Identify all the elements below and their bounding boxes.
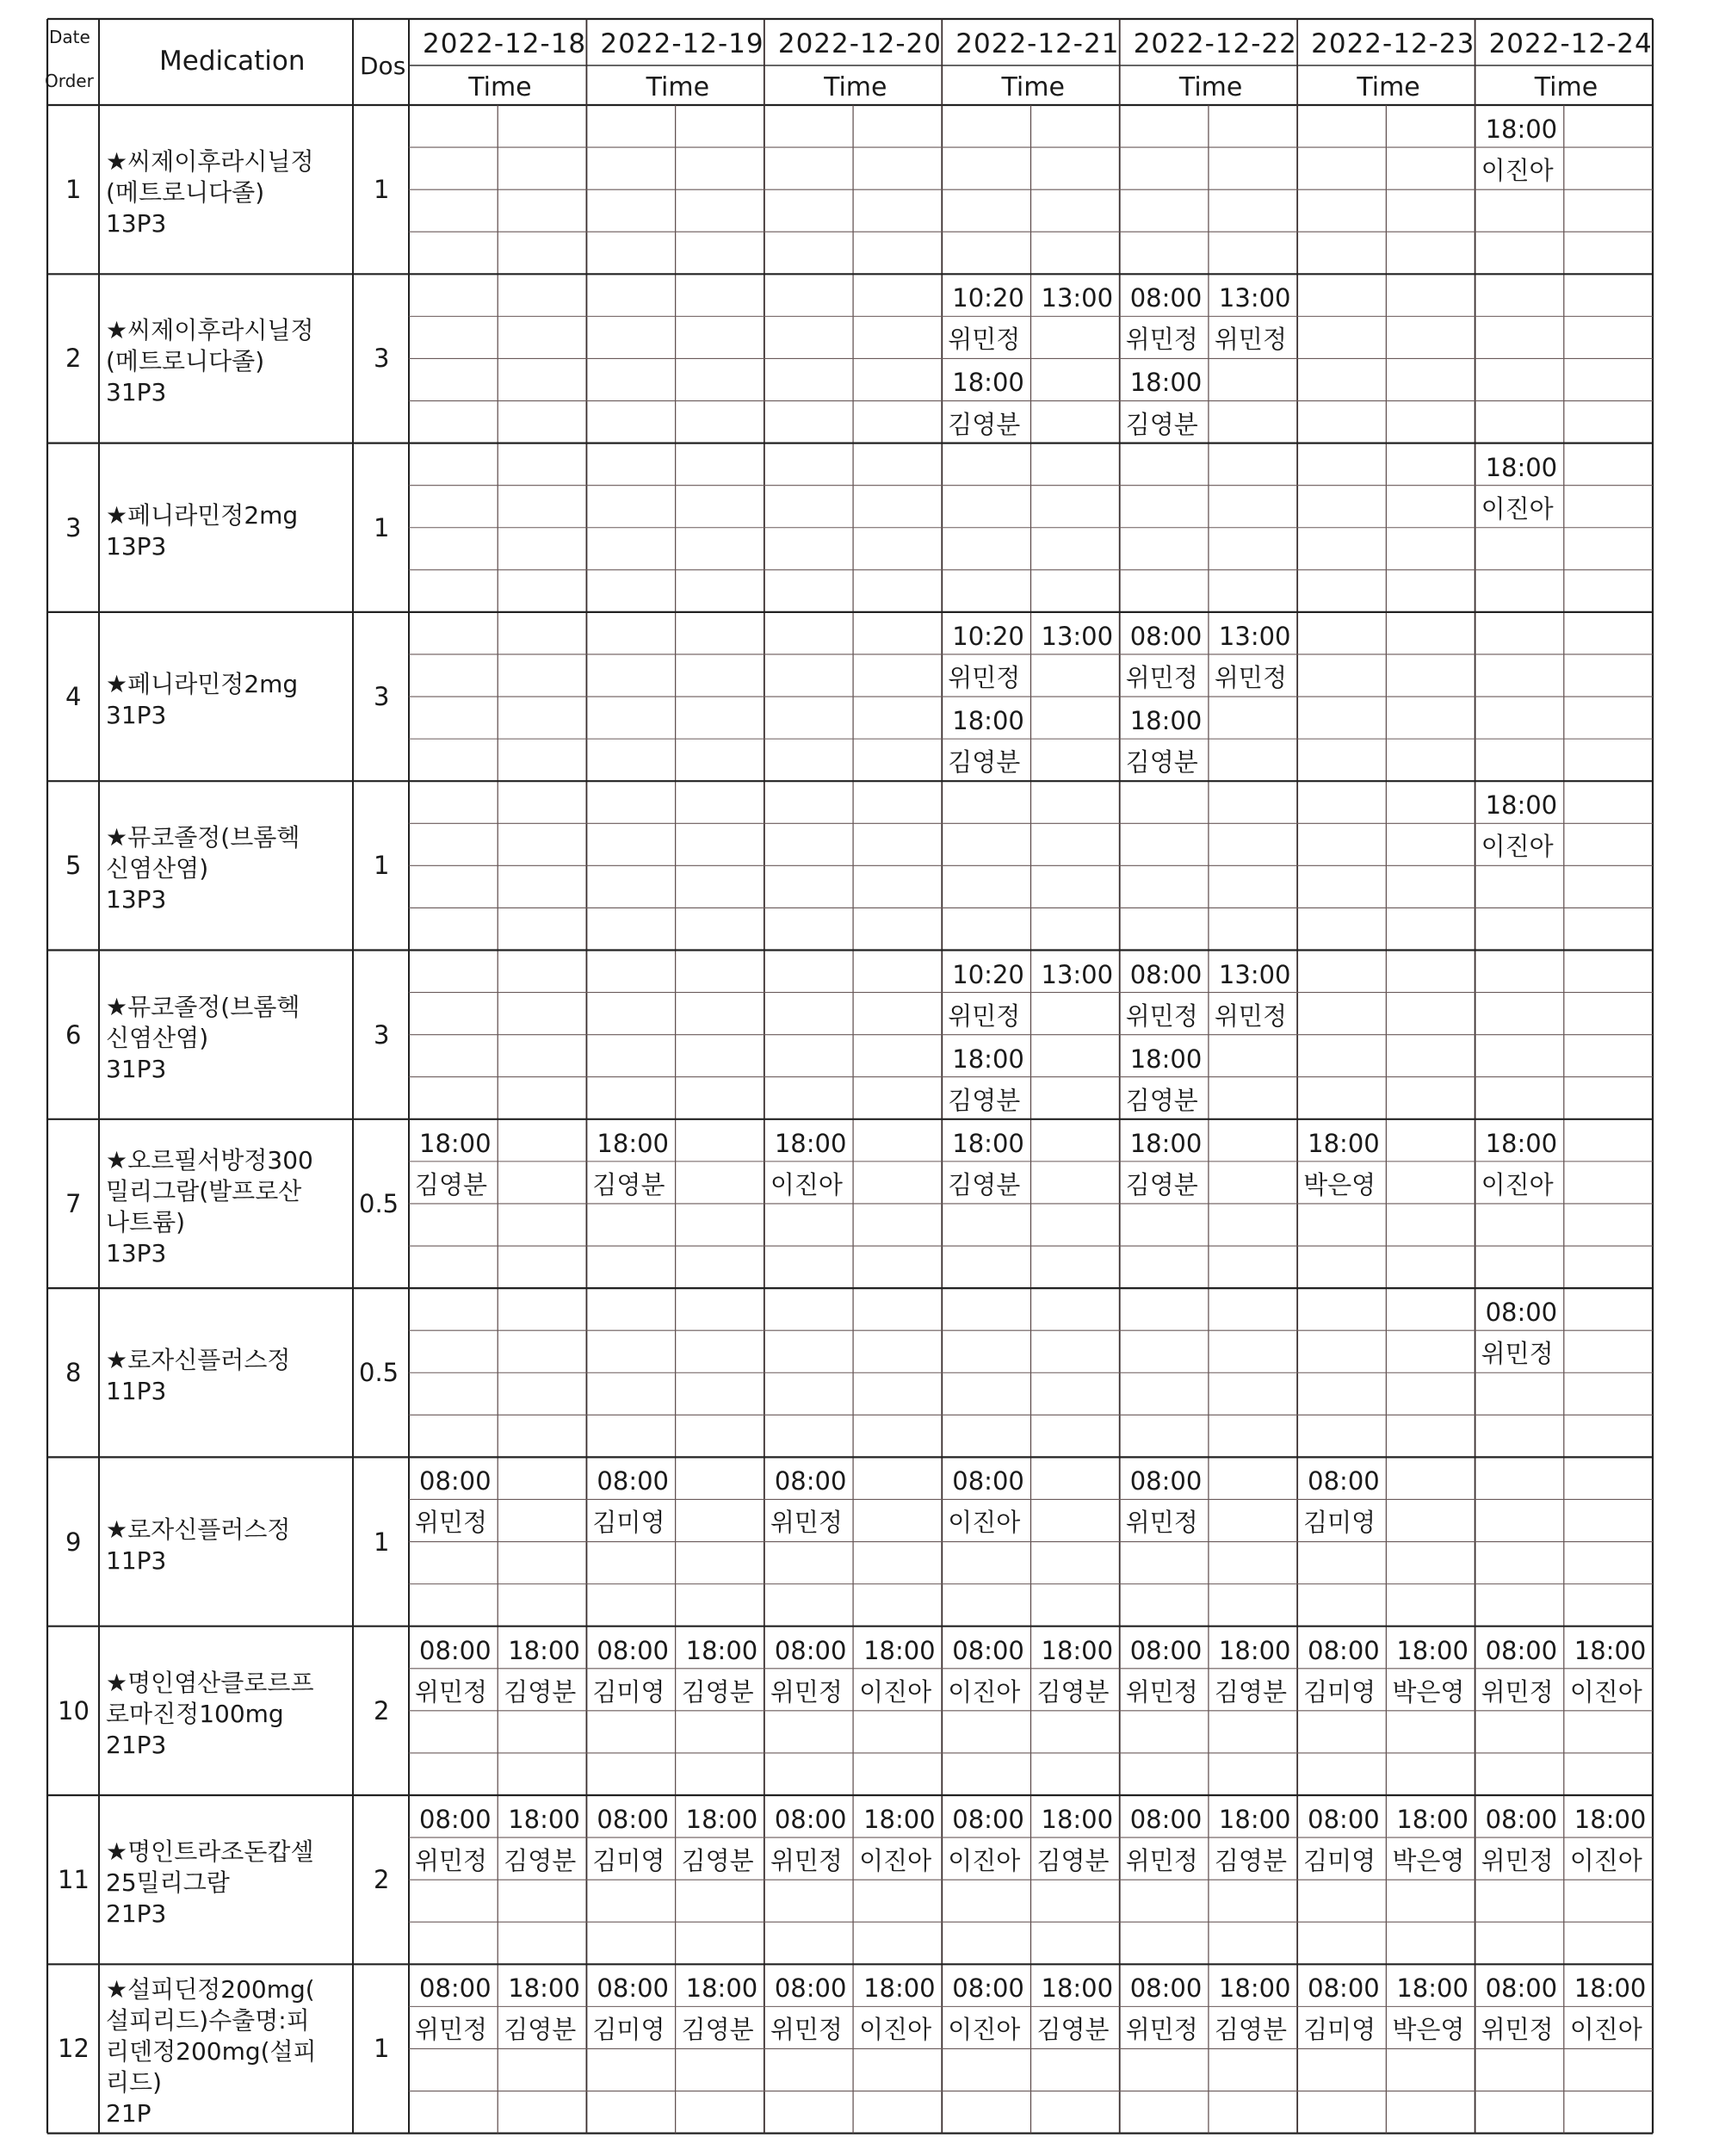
nurse-initials: 김영분 [1214,1846,1287,1876]
medication-name-line: 25밀리그람 [106,1868,230,1898]
administration-time: 13:00 [1218,283,1291,313]
nurse-initials: 김영분 [948,1085,1021,1115]
administration-time: 08:00 [1129,283,1203,313]
nurse-initials: 이진아 [1481,1169,1554,1199]
nurse-initials: 김영분 [681,2015,754,2045]
medication-name-line: (메트로니다졸) [106,178,265,208]
nurse-initials: 김영분 [1214,2015,1287,2045]
row-order-number: 5 [65,851,82,881]
nurse-initials: 김영분 [504,1676,577,1707]
medication-name-line: 13P3 [106,209,167,239]
administration-time: 18:00 [1129,706,1203,736]
administration-time: 08:00 [597,1973,669,2004]
medication-name-line: 13P3 [106,885,167,914]
medication-name-line: ★로자신플러스정 [106,1515,291,1544]
administration-time: 18:00 [685,1973,758,2004]
row-order-number: 11 [58,1865,90,1895]
row-order-number: 2 [65,344,82,374]
nurse-initials: 김영분 [1036,1676,1110,1707]
administration-time: 18:00 [952,368,1024,398]
nurse-initials: 김영분 [681,1846,754,1876]
administration-time: 18:00 [1396,1805,1469,1834]
nurse-initials: 박은영 [1392,2015,1465,2045]
administration-time: 18:00 [508,1635,580,1665]
nurse-initials: 김미영 [1303,2015,1376,2045]
administration-time: 08:00 [419,1973,492,2004]
medication-name-line: 21P [106,2099,151,2128]
administration-time: 18:00 [1041,1635,1114,1665]
nurse-initials: 위민정 [1214,662,1287,692]
administration-time: 13:00 [1041,621,1114,651]
administration-time: 18:00 [952,1128,1024,1158]
nurse-initials: 이진아 [1569,1846,1642,1876]
administration-time: 13:00 [1041,959,1114,989]
time-subheader: Time [1534,72,1598,102]
administration-time: 13:00 [1041,283,1114,313]
row-order-number: 3 [65,512,82,542]
row-order-number: 10 [58,1695,90,1725]
nurse-initials: 김미영 [592,1508,665,1538]
date-header: 2022-12-19 [600,28,764,59]
administration-time: 18:00 [508,1973,580,2004]
nurse-initials: 위민정 [770,2015,843,2045]
medication-name-line: ★오르필서방정300 [106,1145,313,1174]
administration-time: 08:00 [952,1805,1024,1834]
nurse-initials: 위민정 [948,662,1021,692]
nurse-initials: 위민정 [1214,1001,1287,1031]
time-subheader: Time [824,72,887,102]
administration-time: 08:00 [1129,959,1203,989]
nurse-initials: 김영분 [948,1169,1021,1199]
nurse-initials: 김미영 [1303,1846,1376,1876]
administration-time: 18:00 [685,1805,758,1834]
administration-time: 08:00 [1129,1466,1203,1496]
date-header: 2022-12-22 [1133,28,1297,59]
nurse-initials: 김영분 [592,1169,665,1199]
nurse-initials: 박은영 [1392,1846,1465,1876]
nurse-initials: 위민정 [1125,1676,1198,1707]
nurse-initials: 위민정 [770,1508,843,1538]
row-dose: 0.5 [359,1188,399,1218]
nurse-initials: 김영분 [1036,1846,1110,1876]
medication-name-line: ★뮤코졸정(브롬헥 [106,992,300,1021]
nurse-initials: 위민정 [1481,2015,1554,2045]
administration-time: 10:20 [952,621,1024,651]
nurse-initials: 김미영 [592,2015,665,2045]
date-header: 2022-12-21 [955,28,1120,59]
nurse-initials: 김영분 [1125,747,1198,778]
medication-name-line: 31P3 [106,1054,167,1083]
dose-column-header: Dos [360,52,406,80]
medication-name-line: ★페니라민정2mg [106,500,299,530]
nurse-initials: 김영분 [1125,409,1198,439]
row-order-number: 6 [65,1019,82,1050]
row-dose: 3 [374,682,390,712]
nurse-initials: 위민정 [1125,2015,1198,2045]
medication-name-line: 21P3 [106,1730,167,1759]
administration-time: 10:20 [952,283,1024,313]
nurse-initials: 이진아 [1481,156,1554,186]
administration-time: 18:00 [1485,115,1558,144]
administration-time: 10:20 [952,959,1024,989]
time-subheader: Time [1357,72,1420,102]
nurse-initials: 김영분 [681,1676,754,1707]
administration-time: 08:00 [774,1973,847,2004]
date-header: 2022-12-24 [1488,28,1653,59]
medication-name-line: 설피리드)수출명:피 [106,2006,310,2035]
administration-time: 18:00 [1574,1973,1647,2004]
administration-time: 08:00 [1129,621,1203,651]
nurse-initials: 위민정 [1481,1339,1554,1369]
nurse-initials: 위민정 [1125,325,1198,355]
administration-time: 08:00 [1129,1635,1203,1665]
nurse-initials: 이진아 [859,1846,932,1876]
row-order-number: 4 [65,682,82,712]
row-dose: 2 [374,1865,390,1895]
medication-name-line: ★명인트라조돈캅셀 [106,1837,314,1867]
administration-time: 18:00 [419,1128,492,1158]
nurse-initials: 이진아 [948,1676,1021,1707]
date-corner-label: Date [49,27,90,47]
nurse-initials: 김영분 [1125,1169,1198,1199]
administration-time: 08:00 [1308,1466,1380,1496]
administration-time: 18:00 [1396,1973,1469,2004]
medication-name-line: ★씨제이후라시닐정 [106,316,314,345]
administration-time: 18:00 [1041,1973,1114,2004]
nurse-initials: 이진아 [1481,832,1554,862]
nurse-initials: 김미영 [1303,1508,1376,1538]
row-order-number: 12 [58,2034,90,2064]
time-subheader: Time [1178,72,1243,102]
nurse-initials: 김영분 [948,409,1021,439]
administration-time: 08:00 [1485,1298,1558,1328]
nurse-initials: 이진아 [859,1676,932,1707]
medication-column-header: Medication [159,46,306,77]
row-dose: 3 [374,1019,390,1050]
administration-time: 08:00 [597,1805,669,1834]
medication-name-line: 31P3 [106,378,167,407]
administration-time: 18:00 [1129,368,1203,398]
nurse-initials: 위민정 [1481,1846,1554,1876]
nurse-initials: 김미영 [592,1676,665,1707]
administration-time: 18:00 [685,1635,758,1665]
row-dose: 1 [374,1527,390,1557]
medication-name-line: 리덴정200mg(설피 [106,2037,317,2066]
nurse-initials: 이진아 [948,1508,1021,1538]
medication-name-line: 밀리그람(발프로산 [106,1176,302,1205]
nurse-initials: 위민정 [948,1001,1021,1031]
time-subheader: Time [646,72,710,102]
administration-time: 08:00 [419,1635,492,1665]
administration-time: 08:00 [952,1973,1024,2004]
row-dose: 1 [374,512,390,542]
medication-name-line: ★페니라민정2mg [106,670,299,699]
medication-name-line: 신염산염) [106,1023,209,1052]
nurse-initials: 위민정 [1125,662,1198,692]
medication-name-line: ★뮤코졸정(브롬헥 [106,823,300,852]
administration-time: 08:00 [1129,1805,1203,1834]
administration-time: 18:00 [863,1635,936,1665]
administration-time: 08:00 [774,1805,847,1834]
medication-name-line: ★명인염산클로르프 [106,1668,314,1697]
administration-time: 18:00 [863,1973,936,2004]
nurse-initials: 이진아 [948,2015,1021,2045]
row-order-number: 9 [65,1527,82,1557]
administration-time: 18:00 [1129,1128,1203,1158]
nurse-initials: 이진아 [1569,2015,1642,2045]
medication-name-line: 로마진정100mg [106,1699,284,1728]
nurse-initials: 김영분 [1214,1676,1287,1707]
medication-name-line: 11P3 [106,1377,167,1406]
nurse-initials: 이진아 [1569,1676,1642,1707]
medication-name-line: 나트륨) [106,1207,186,1236]
administration-time: 18:00 [1218,1973,1291,2004]
time-subheader: Time [1001,72,1065,102]
medication-name-line: 31P3 [106,701,167,730]
nurse-initials: 위민정 [415,1508,488,1538]
medication-name-line: ★로자신플러스정 [106,1346,291,1375]
medication-name-line: 21P3 [106,1899,167,1929]
administration-time: 18:00 [1485,790,1558,821]
nurse-initials: 김영분 [504,2015,577,2045]
administration-time: 08:00 [1308,1973,1380,2004]
nurse-initials: 위민정 [1125,1846,1198,1876]
row-dose: 1 [374,2034,390,2064]
administration-time: 08:00 [952,1635,1024,1665]
administration-time: 18:00 [597,1128,669,1158]
nurse-initials: 위민정 [948,325,1021,355]
nurse-initials: 이진아 [1481,493,1554,524]
nurse-initials: 위민정 [770,1676,843,1707]
row-order-number: 1 [65,175,82,205]
administration-time: 18:00 [1218,1635,1291,1665]
nurse-initials: 위민정 [770,1846,843,1876]
medication-name-line: ★설피딘정200mg( [106,1975,315,2004]
administration-time: 08:00 [597,1635,669,1665]
nurse-initials: 김미영 [1303,1676,1376,1707]
row-dose: 1 [374,175,390,205]
nurse-initials: 이진아 [770,1169,843,1199]
nurse-initials: 박은영 [1303,1169,1376,1199]
nurse-initials: 이진아 [948,1846,1021,1876]
administration-time: 08:00 [1129,1973,1203,2004]
nurse-initials: 김영분 [948,747,1021,778]
administration-time: 18:00 [863,1805,936,1834]
nurse-initials: 위민정 [1481,1676,1554,1707]
administration-time: 18:00 [508,1805,580,1834]
administration-time: 08:00 [774,1466,847,1496]
order-corner-label: Order [45,71,94,91]
row-dose: 0.5 [359,1358,399,1388]
row-dose: 3 [374,344,390,374]
administration-time: 18:00 [952,706,1024,736]
administration-time: 18:00 [1218,1805,1291,1834]
administration-time: 13:00 [1218,621,1291,651]
administration-time: 18:00 [1485,452,1558,482]
medication-name-line: ★씨제이후라시닐정 [106,147,314,177]
medication-name-line: 리드) [106,2068,163,2097]
medication-name-line: 11P3 [106,1546,167,1575]
medication-name-line: 신염산염) [106,854,209,883]
nurse-initials: 김영분 [1036,2015,1110,2045]
nurse-initials: 이진아 [859,2015,932,2045]
administration-time: 08:00 [952,1466,1024,1496]
administration-time: 13:00 [1218,959,1291,989]
date-header: 2022-12-23 [1311,28,1475,59]
medication-name-line: (메트로니다졸) [106,347,265,376]
administration-time: 08:00 [1308,1635,1380,1665]
administration-time: 08:00 [1308,1805,1380,1834]
nurse-initials: 김영분 [1125,1085,1198,1115]
nurse-initials: 김영분 [504,1846,577,1876]
administration-time: 08:00 [597,1466,669,1496]
nurse-initials: 김영분 [415,1169,488,1199]
administration-time: 18:00 [1574,1805,1647,1834]
nurse-initials: 김미영 [592,1846,665,1876]
row-order-number: 7 [65,1188,82,1218]
administration-time: 08:00 [1485,1973,1558,2004]
nurse-initials: 위민정 [1125,1001,1198,1031]
administration-time: 18:00 [1396,1635,1469,1665]
row-order-number: 8 [65,1358,82,1388]
administration-time: 18:00 [774,1128,847,1158]
nurse-initials: 위민정 [415,1846,488,1876]
time-subheader: Time [468,72,532,102]
medication-name-line: 13P3 [106,1238,167,1267]
administration-time: 18:00 [1485,1128,1558,1158]
date-header: 2022-12-18 [423,28,587,59]
administration-time: 18:00 [1308,1128,1380,1158]
nurse-initials: 위민정 [415,1676,488,1707]
administration-time: 18:00 [1041,1805,1114,1834]
administration-time: 18:00 [1574,1635,1647,1665]
administration-time: 08:00 [419,1805,492,1834]
administration-time: 18:00 [1129,1044,1203,1074]
date-header: 2022-12-20 [777,28,943,59]
nurse-initials: 위민정 [1125,1508,1198,1538]
nurse-initials: 위민정 [415,2015,488,2045]
nurse-initials: 위민정 [1214,325,1287,355]
medication-name-line: 13P3 [106,531,167,561]
row-dose: 2 [374,1695,390,1725]
nurse-initials: 박은영 [1392,1676,1465,1707]
administration-time: 18:00 [952,1044,1024,1074]
administration-time: 08:00 [419,1466,492,1496]
administration-time: 08:00 [1485,1805,1558,1834]
administration-time: 08:00 [1485,1635,1558,1665]
administration-time: 08:00 [774,1635,847,1665]
row-dose: 1 [374,851,390,881]
